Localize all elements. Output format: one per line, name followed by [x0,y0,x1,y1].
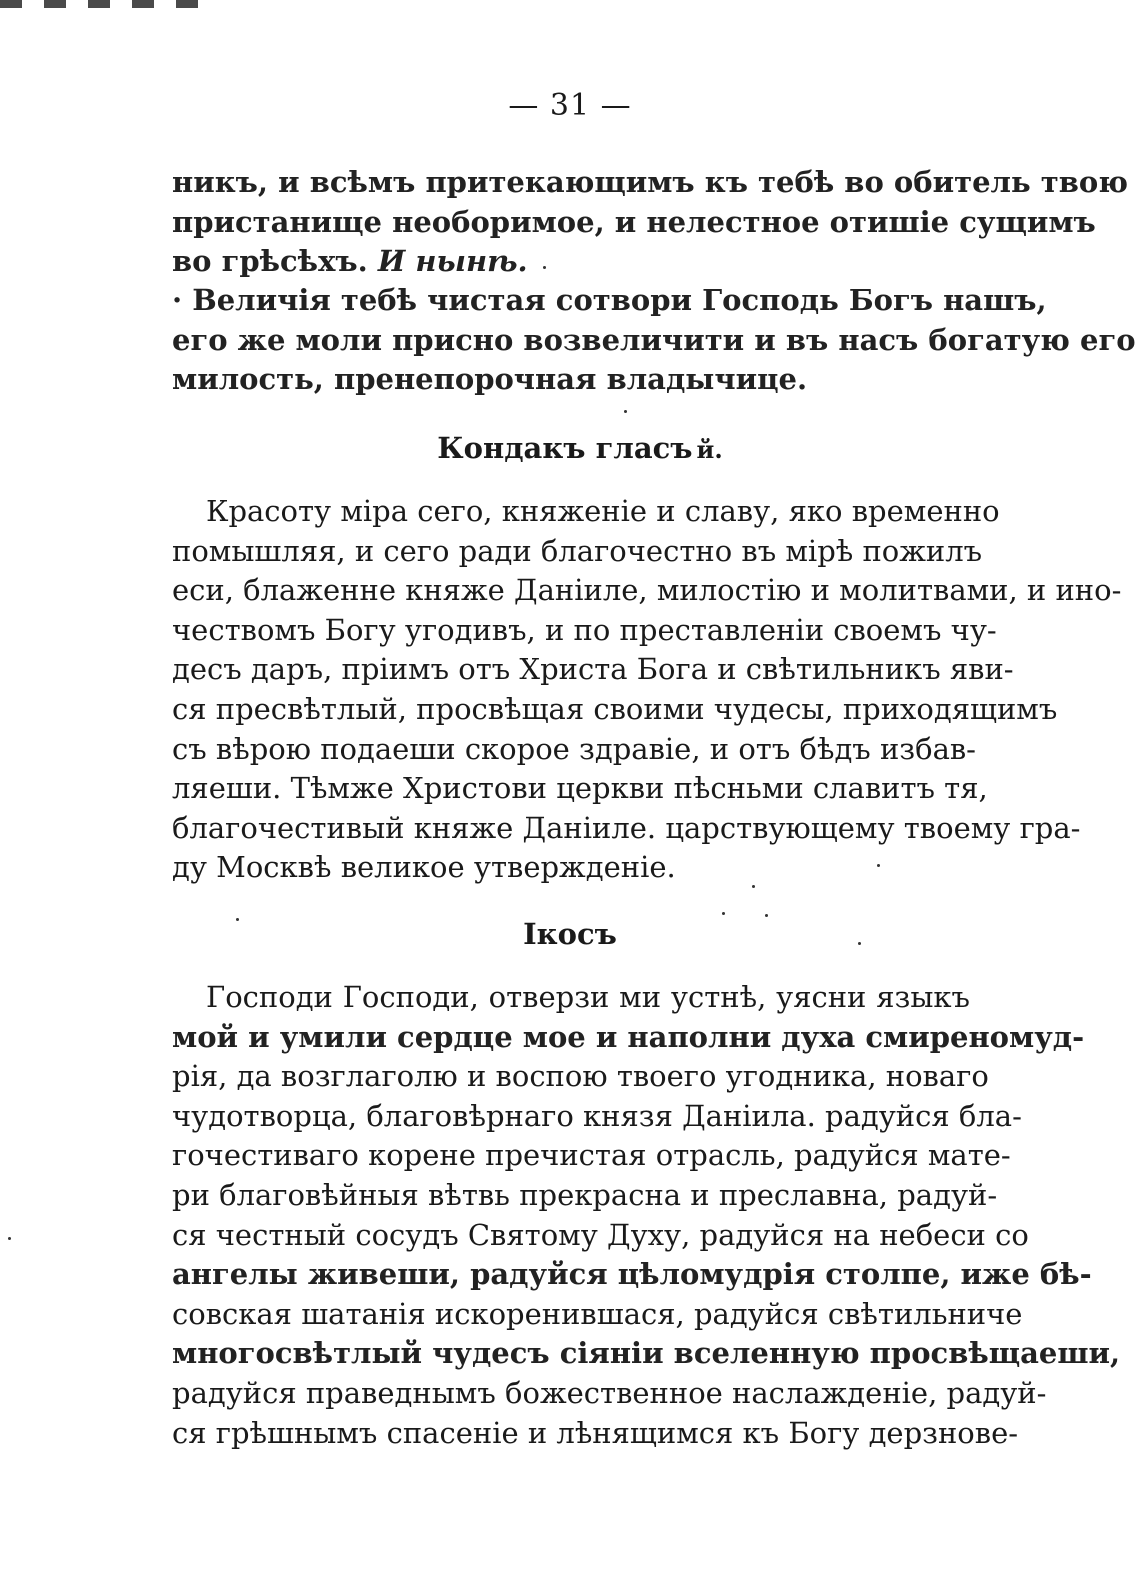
text-line: Господи Господи, отверзи ми устнѣ, уясни языкъ [206,980,970,1014]
italic-rubric: И нынѣ. [377,244,528,279]
print-speck [877,864,880,867]
ikos-paragraph [172,978,1121,1453]
ikos-title: Ікосъ [523,917,617,951]
text-line: чудотворца, благовѣрнаго князя Даніила. радуйся бла- [172,1098,1022,1133]
text-line: ся честный сосудъ Святому Духу, радуйся на небеси со [172,1217,1029,1252]
text-line: чествомъ Богу угодивъ, и по преставленіи своемъ чу- [172,612,997,647]
text-line: рія, да возглаголю и воспою твоего угодника, новаго [172,1059,989,1094]
print-speck [236,918,239,921]
text-line: еси, блаженне княже Даніиле, милостію и молитвами, и ино- [172,573,1122,608]
text-line: благочестивый княже Даніиле. царствующему твоему гра- [172,810,1081,845]
print-speck [624,410,627,413]
ikos-heading [0,914,1140,954]
text-line: ляеши. Тѣмже Христови церкви пѣсньми славитъ тя, [172,771,988,806]
theotokion-paragraph [172,281,1136,400]
page-number: — 31 — [508,88,632,123]
text-line: ду Москвѣ великое утвержденіе. [172,850,676,885]
text-line: гочестиваго корене пречистая отрасль, радуйся мате- [172,1138,1011,1173]
text-line: никъ, и всѣмъ притекающимъ къ тебѣ во обитель твою [172,165,1128,199]
print-speck [752,885,755,888]
print-speck [858,942,861,945]
opening-paragraph [172,163,1128,282]
text-line: милость, пренепорочная владычице. [172,362,808,397]
print-speck [543,266,546,269]
text-line-start: во грѣсѣхъ. [172,244,368,279]
text-line: съ вѣрою подаеши скорое здравіе, и отъ бѣдъ избав- [172,731,976,766]
kontakion-heading [0,428,1140,468]
text-line: мой и умили сердце мое и наполни духа смиреномуд- [172,1019,1085,1054]
print-speck [722,912,725,915]
text-line: его же моли присно возвеличити и въ насъ богатую его [172,322,1136,357]
text-line: пристанище необоримое, и нелестное отишіе сущимъ [172,204,1096,239]
kontakion-title: Кондакъ гласъ [437,431,693,465]
text-line: ся грѣшнымъ спасеніе и лѣнящимся къ Богу дерзнове- [172,1415,1019,1450]
text-line: ся пресвѣтлый, просвѣщая своими чудесы, приходящимъ [172,691,1058,726]
text-line: помышляя, и сего ради благочестно въ мірѣ пожилъ [172,533,983,568]
text-line: радуйся праведнымъ божественное наслажденіе, радуй- [172,1375,1047,1410]
text-line: Красоту міра сего, княженіе и славу, яко временно [206,494,1000,528]
kontakion-paragraph [172,492,1122,888]
text-line: ри благовѣйныя вѣтвь прекрасна и преславна, радуй- [172,1177,998,1212]
text-line: десъ даръ, пріимъ отъ Христа Бога и свѣтильникъ яви- [172,652,1014,687]
previous-page-bleed [0,0,200,8]
text-line: совская шатанія искоренившася, радуйся свѣтильниче [172,1296,1023,1331]
print-speck [8,1237,11,1240]
text-line: · Величія тебѣ чистая сотвори Господь Богъ нашъ, [172,283,1047,317]
kontakion-tone-mark: й. [696,435,723,464]
print-speck [765,914,768,917]
text-line: ангелы живеши, радуйся цѣломудрія столпе, иже бѣ- [172,1257,1092,1292]
text-line: многосвѣтлый чудесъ сіяніи вселенную просвѣщаеши, [172,1336,1121,1371]
text-line [172,242,970,282]
